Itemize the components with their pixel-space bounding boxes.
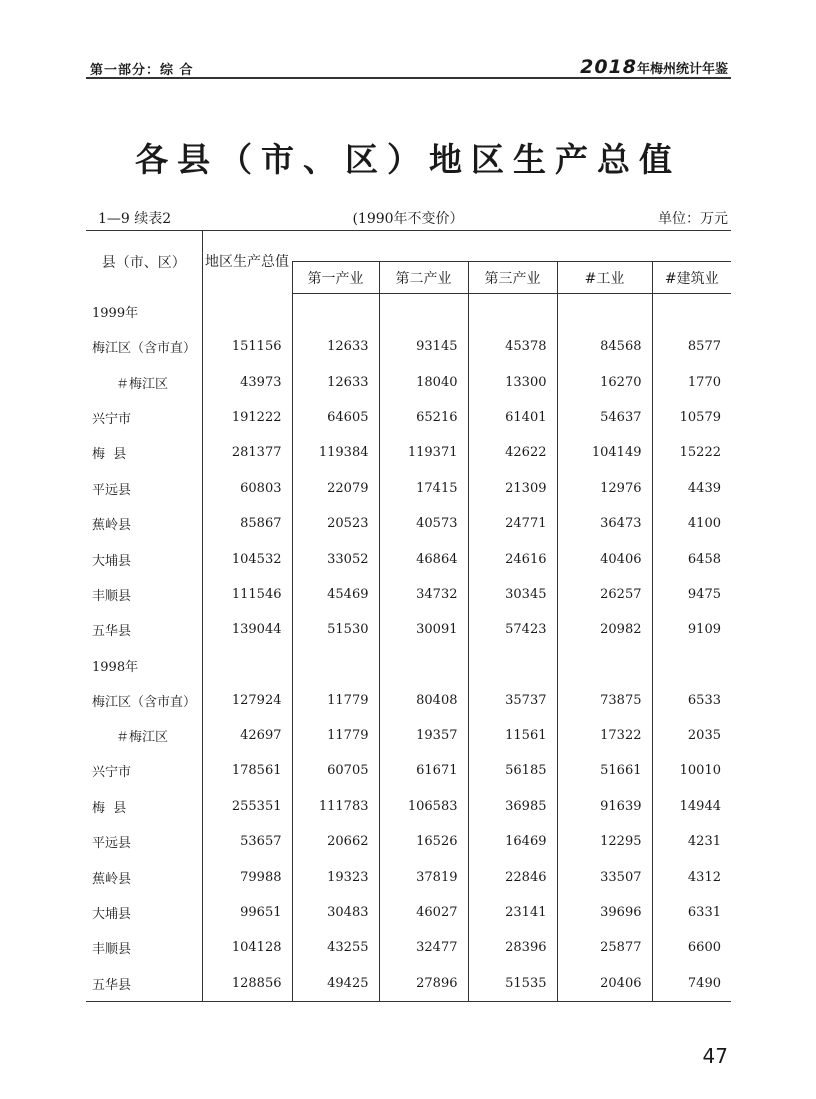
value-cell: 4231 bbox=[652, 824, 731, 859]
region-name: 蕉岭县 bbox=[92, 518, 132, 534]
value-cell: 17415 bbox=[379, 471, 468, 506]
value-cell: 17322 bbox=[557, 718, 652, 753]
section-header: 第一部分：综 合 bbox=[90, 63, 194, 78]
value-cell: 28396 bbox=[468, 930, 557, 965]
value-cell: 12633 bbox=[292, 329, 379, 364]
region-name: 大埔县 bbox=[92, 553, 132, 569]
region-name: 梅 县 bbox=[92, 447, 127, 463]
value-cell: 40406 bbox=[557, 541, 652, 576]
value-cell: 128856 bbox=[202, 966, 292, 1002]
region-name: 兴宁市 bbox=[92, 411, 132, 427]
value-cell: 84568 bbox=[557, 329, 652, 364]
value-cell: 51535 bbox=[468, 966, 557, 1002]
value-cell: 127924 bbox=[202, 683, 292, 718]
value-cell: 255351 bbox=[202, 789, 292, 824]
year-row bbox=[86, 648, 731, 683]
region-name: 梅 县 bbox=[92, 800, 127, 816]
value-cell: 40573 bbox=[379, 506, 468, 541]
value-cell: 36985 bbox=[468, 789, 557, 824]
col-header-gdp: 地区生产总值 bbox=[202, 231, 292, 294]
empty-cell bbox=[292, 294, 379, 330]
empty-cell bbox=[557, 294, 652, 330]
col-header-region: 县（市、区） bbox=[86, 231, 202, 294]
value-cell: 20662 bbox=[292, 824, 379, 859]
value-cell: 4312 bbox=[652, 859, 731, 894]
region-name: 梅江区（含市直） bbox=[92, 694, 197, 710]
value-cell: 79988 bbox=[202, 859, 292, 894]
value-cell: 191222 bbox=[202, 400, 292, 435]
value-cell: 27896 bbox=[379, 966, 468, 1002]
value-cell: 80408 bbox=[379, 683, 468, 718]
value-cell: 61401 bbox=[468, 400, 557, 435]
value-cell: 57423 bbox=[468, 612, 557, 647]
value-cell: 64605 bbox=[292, 400, 379, 435]
value-cell: 24616 bbox=[468, 541, 557, 576]
value-cell: 30483 bbox=[292, 895, 379, 930]
empty-cell bbox=[379, 648, 468, 683]
table-row bbox=[86, 435, 731, 470]
empty-cell bbox=[202, 294, 292, 330]
value-cell: 15222 bbox=[652, 435, 731, 470]
value-cell: 16526 bbox=[379, 824, 468, 859]
page-title: 各县（市、区）地区生产总值 bbox=[135, 140, 681, 179]
col-header-primary: 第一产业 bbox=[292, 262, 379, 294]
value-cell: 46864 bbox=[379, 541, 468, 576]
value-cell: 119371 bbox=[379, 435, 468, 470]
value-cell: 104128 bbox=[202, 930, 292, 965]
book-title-text: 年梅州统计年鉴 bbox=[636, 62, 728, 77]
book-year: 2018 bbox=[580, 56, 637, 78]
value-cell: 10579 bbox=[652, 400, 731, 435]
empty-cell bbox=[652, 294, 731, 330]
empty-cell bbox=[292, 648, 379, 683]
value-cell: 43973 bbox=[202, 364, 292, 399]
empty-cell bbox=[468, 294, 557, 330]
header-rule bbox=[86, 77, 731, 79]
value-cell: 30345 bbox=[468, 577, 557, 612]
value-cell: 22846 bbox=[468, 859, 557, 894]
value-cell: 99651 bbox=[202, 895, 292, 930]
value-cell: 25877 bbox=[557, 930, 652, 965]
table-row bbox=[86, 718, 731, 753]
table-body bbox=[86, 294, 731, 1002]
value-cell: 24771 bbox=[468, 506, 557, 541]
table-row bbox=[86, 612, 731, 647]
value-cell: 33052 bbox=[292, 541, 379, 576]
value-cell: 60803 bbox=[202, 471, 292, 506]
region-name: 丰顺县 bbox=[92, 588, 132, 604]
region-name: 大埔县 bbox=[92, 907, 132, 923]
value-cell: 106583 bbox=[379, 789, 468, 824]
table-row bbox=[86, 895, 731, 930]
value-cell: 4100 bbox=[652, 506, 731, 541]
table-row bbox=[86, 789, 731, 824]
value-cell: 14944 bbox=[652, 789, 731, 824]
value-cell: 56185 bbox=[468, 753, 557, 788]
value-cell: 60705 bbox=[292, 753, 379, 788]
value-cell: 34732 bbox=[379, 577, 468, 612]
value-cell: 22079 bbox=[292, 471, 379, 506]
value-cell: 36473 bbox=[557, 506, 652, 541]
value-cell: 111546 bbox=[202, 577, 292, 612]
value-cell: 4439 bbox=[652, 471, 731, 506]
value-cell: 61671 bbox=[379, 753, 468, 788]
table-row bbox=[86, 859, 731, 894]
value-cell: 91639 bbox=[557, 789, 652, 824]
value-cell: 19323 bbox=[292, 859, 379, 894]
value-cell: 13300 bbox=[468, 364, 557, 399]
table-row bbox=[86, 683, 731, 718]
table-row bbox=[86, 930, 731, 965]
value-cell: 93145 bbox=[379, 329, 468, 364]
value-cell: 20406 bbox=[557, 966, 652, 1002]
table-note: (1990年不变价） bbox=[352, 211, 464, 227]
value-cell: 49425 bbox=[292, 966, 379, 1002]
empty-cell bbox=[379, 294, 468, 330]
table-row bbox=[86, 577, 731, 612]
gdp-table bbox=[86, 230, 731, 1002]
value-cell: 26257 bbox=[557, 577, 652, 612]
table-row bbox=[86, 753, 731, 788]
col-header-secondary: 第二产业 bbox=[379, 262, 468, 294]
table-row bbox=[86, 541, 731, 576]
value-cell: 65216 bbox=[379, 400, 468, 435]
value-cell: 18040 bbox=[379, 364, 468, 399]
value-cell: 104532 bbox=[202, 541, 292, 576]
table-row bbox=[86, 329, 731, 364]
col-header-tertiary: 第三产业 bbox=[468, 262, 557, 294]
region-name: 蕉岭县 bbox=[92, 871, 132, 887]
table-row bbox=[86, 824, 731, 859]
value-cell: 12633 bbox=[292, 364, 379, 399]
value-cell: 12295 bbox=[557, 824, 652, 859]
region-name: 五华县 bbox=[86, 966, 202, 1002]
table-number: 1—9 续表2 bbox=[98, 211, 172, 227]
col-header-construction: #建筑业 bbox=[652, 262, 731, 294]
value-cell: 1770 bbox=[652, 364, 731, 399]
value-cell: 6533 bbox=[652, 683, 731, 718]
value-cell: 11779 bbox=[292, 683, 379, 718]
value-cell: 104149 bbox=[557, 435, 652, 470]
region-name: 平远县 bbox=[92, 836, 132, 852]
value-cell: 16270 bbox=[557, 364, 652, 399]
value-cell: 2035 bbox=[652, 718, 731, 753]
value-cell: 51530 bbox=[292, 612, 379, 647]
value-cell: 20982 bbox=[557, 612, 652, 647]
region-name: 梅江区（含市直） bbox=[92, 341, 197, 357]
value-cell: 33507 bbox=[557, 859, 652, 894]
col-header-industry: #工业 bbox=[557, 262, 652, 294]
value-cell: 32477 bbox=[379, 930, 468, 965]
value-cell: 10010 bbox=[652, 753, 731, 788]
value-cell: 46027 bbox=[379, 895, 468, 930]
year-label: 1999年 bbox=[92, 305, 139, 321]
value-cell: 51661 bbox=[557, 753, 652, 788]
value-cell: 39696 bbox=[557, 895, 652, 930]
page-number: 47 bbox=[702, 1044, 728, 1068]
value-cell: 30091 bbox=[379, 612, 468, 647]
year-row bbox=[86, 294, 731, 330]
value-cell: 85867 bbox=[202, 506, 292, 541]
table-row bbox=[86, 966, 731, 1002]
region-name: 五华县 bbox=[92, 624, 132, 640]
value-cell: 16469 bbox=[468, 824, 557, 859]
value-cell: 139044 bbox=[202, 612, 292, 647]
value-cell: 54637 bbox=[557, 400, 652, 435]
value-cell: 12976 bbox=[557, 471, 652, 506]
value-cell: 281377 bbox=[202, 435, 292, 470]
value-cell: 42697 bbox=[202, 718, 292, 753]
empty-cell bbox=[468, 648, 557, 683]
region-name: ＃梅江区 bbox=[116, 376, 169, 392]
value-cell: 6600 bbox=[652, 930, 731, 965]
value-cell: 6458 bbox=[652, 541, 731, 576]
empty-cell bbox=[557, 648, 652, 683]
value-cell: 73875 bbox=[557, 683, 652, 718]
value-cell: 20523 bbox=[292, 506, 379, 541]
table-row bbox=[86, 400, 731, 435]
value-cell: 9475 bbox=[652, 577, 731, 612]
value-cell: 11561 bbox=[468, 718, 557, 753]
value-cell: 43255 bbox=[292, 930, 379, 965]
value-cell: 6331 bbox=[652, 895, 731, 930]
region-name: 平远县 bbox=[92, 482, 132, 498]
value-cell: 178561 bbox=[202, 753, 292, 788]
region-name: 兴宁市 bbox=[92, 765, 132, 781]
value-cell: 8577 bbox=[652, 329, 731, 364]
value-cell: 35737 bbox=[468, 683, 557, 718]
region-name: 丰顺县 bbox=[92, 942, 132, 958]
empty-cell bbox=[652, 648, 731, 683]
value-cell: 151156 bbox=[202, 329, 292, 364]
value-cell: 9109 bbox=[652, 612, 731, 647]
value-cell: 19357 bbox=[379, 718, 468, 753]
value-cell: 37819 bbox=[379, 859, 468, 894]
value-cell: 45378 bbox=[468, 329, 557, 364]
value-cell: 53657 bbox=[202, 824, 292, 859]
value-cell: 23141 bbox=[468, 895, 557, 930]
table-row bbox=[86, 471, 731, 506]
table-unit: 单位：万元 bbox=[658, 211, 728, 227]
value-cell: 7490 bbox=[652, 966, 731, 1002]
book-title bbox=[580, 56, 728, 78]
value-cell: 45469 bbox=[292, 577, 379, 612]
value-cell: 21309 bbox=[468, 471, 557, 506]
table-row bbox=[86, 506, 731, 541]
value-cell: 42622 bbox=[468, 435, 557, 470]
table-row bbox=[86, 364, 731, 399]
value-cell: 111783 bbox=[292, 789, 379, 824]
year-label: 1998年 bbox=[92, 659, 139, 675]
value-cell: 11779 bbox=[292, 718, 379, 753]
region-name: ＃梅江区 bbox=[116, 730, 169, 746]
value-cell: 119384 bbox=[292, 435, 379, 470]
empty-cell bbox=[202, 648, 292, 683]
